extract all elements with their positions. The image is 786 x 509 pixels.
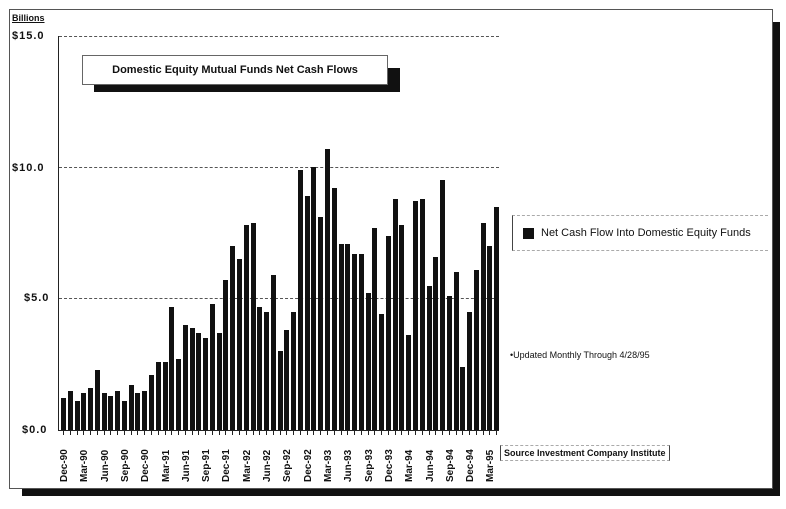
bar [81, 393, 86, 430]
bar [156, 362, 161, 430]
x-tick [489, 430, 490, 435]
bar [108, 396, 113, 430]
x-tick [171, 430, 172, 435]
y-axis-units: Billions [12, 13, 45, 23]
legend-label: Net Cash Flow Into Domestic Equity Funds [541, 227, 751, 239]
x-tick [90, 430, 91, 435]
bar [352, 254, 357, 430]
update-note: •Updated Monthly Through 4/28/95 [510, 350, 650, 360]
bar [311, 167, 316, 430]
bar [454, 272, 459, 430]
y-tick-5: $5.0 [24, 292, 50, 304]
bar [366, 293, 371, 430]
x-tick-label: Mar-94 [404, 449, 416, 482]
bar [298, 170, 303, 430]
x-tick [212, 430, 213, 435]
x-tick [307, 430, 308, 435]
bar [406, 335, 411, 430]
bar [230, 246, 235, 430]
bar [244, 225, 249, 430]
bar [169, 307, 174, 430]
x-tick [449, 430, 450, 435]
bar [447, 296, 452, 430]
bar [318, 217, 323, 430]
plot-area [58, 36, 499, 431]
bar [196, 333, 201, 430]
bar [284, 330, 289, 430]
bar [122, 401, 127, 430]
x-tick [313, 430, 314, 435]
x-tick [483, 430, 484, 435]
bar [345, 244, 350, 430]
x-tick [158, 430, 159, 435]
bar [129, 385, 134, 430]
bar [332, 188, 337, 430]
bar [257, 307, 262, 430]
bar [420, 199, 425, 430]
bar [393, 199, 398, 430]
bar [372, 228, 377, 430]
x-tick [368, 430, 369, 435]
bar [176, 359, 181, 430]
bar [264, 312, 269, 430]
x-tick [178, 430, 179, 435]
x-tick-label: Dec-92 [302, 449, 314, 482]
bar [217, 333, 222, 430]
x-tick [205, 430, 206, 435]
x-tick [435, 430, 436, 435]
legend-swatch-icon [523, 228, 534, 239]
bar [183, 325, 188, 430]
x-tick [198, 430, 199, 435]
bar [325, 149, 330, 430]
x-tick [476, 430, 477, 435]
bar [61, 398, 66, 430]
bar [399, 225, 404, 430]
gridline-15 [59, 36, 499, 37]
x-tick-label: Sep-92 [282, 449, 294, 482]
x-tick [442, 430, 443, 435]
x-tick [110, 430, 111, 435]
x-tick-label: Mar-95 [485, 449, 497, 482]
x-tick [347, 430, 348, 435]
bar [190, 328, 195, 430]
bar [271, 275, 276, 430]
x-tick [266, 430, 267, 435]
x-tick [239, 430, 240, 435]
x-tick [286, 430, 287, 435]
bar [460, 367, 465, 430]
bar [291, 312, 296, 430]
x-tick [354, 430, 355, 435]
bar [102, 393, 107, 430]
x-tick [124, 430, 125, 435]
bar [135, 393, 140, 430]
x-tick-label: Sep-91 [201, 449, 213, 482]
x-tick [415, 430, 416, 435]
y-tick-10: $10.0 [12, 162, 45, 174]
bar [359, 254, 364, 430]
x-tick [259, 430, 260, 435]
bar [251, 223, 256, 431]
x-tick [70, 430, 71, 435]
bar [474, 270, 479, 430]
x-tick [456, 430, 457, 435]
x-tick [232, 430, 233, 435]
bar [163, 362, 168, 430]
gridline-10 [59, 167, 499, 168]
x-tick [462, 430, 463, 435]
bar [386, 236, 391, 430]
bar [88, 388, 93, 430]
bar [278, 351, 283, 430]
x-tick [496, 430, 497, 435]
x-tick [300, 430, 301, 435]
source-note: Source Investment Company Institute [500, 445, 670, 461]
x-tick-label: Jun-94 [424, 449, 436, 482]
bar [75, 401, 80, 430]
bar [223, 280, 228, 430]
x-tick-label: Dec-90 [140, 449, 152, 482]
bar [203, 338, 208, 430]
y-tick-15: $15.0 [12, 30, 45, 42]
x-tick [341, 430, 342, 435]
x-tick-label: Dec-91 [221, 449, 233, 482]
x-tick [77, 430, 78, 435]
x-tick [293, 430, 294, 435]
x-tick [429, 430, 430, 435]
bar [467, 312, 472, 430]
x-tick-label: Mar-91 [160, 449, 172, 482]
bar [379, 314, 384, 430]
bar [210, 304, 215, 430]
x-tick-label: Mar-90 [79, 449, 91, 482]
x-tick [388, 430, 389, 435]
x-tick-label: Mar-93 [323, 449, 334, 482]
bar [413, 201, 418, 430]
x-tick-label: Jun-90 [99, 449, 111, 482]
x-tick [165, 430, 166, 435]
x-tick [144, 430, 145, 435]
x-tick [97, 430, 98, 435]
x-tick [225, 430, 226, 435]
x-tick [253, 430, 254, 435]
y-tick-0: $0.0 [22, 424, 48, 436]
x-tick [334, 430, 335, 435]
x-tick [117, 430, 118, 435]
x-tick [151, 430, 152, 435]
x-tick-label: Dec-93 [383, 449, 395, 482]
x-tick [137, 430, 138, 435]
x-tick-label: Sep-90 [119, 449, 131, 482]
x-tick [395, 430, 396, 435]
bar [440, 180, 445, 430]
x-tick-label: Jun-91 [180, 449, 192, 482]
x-tick-label: Sep-93 [363, 449, 375, 482]
bar [95, 370, 100, 430]
x-tick-label: Jun-93 [343, 449, 355, 482]
x-tick [83, 430, 84, 435]
x-tick [273, 430, 274, 435]
x-tick-label: Sep-94 [444, 449, 456, 482]
x-tick [246, 430, 247, 435]
bar [142, 391, 147, 430]
x-tick [104, 430, 105, 435]
x-tick [219, 430, 220, 435]
bar [481, 223, 486, 431]
x-tick [327, 430, 328, 435]
chart-title: Domestic Equity Mutual Funds Net Cash Flows [82, 55, 388, 85]
bar [494, 207, 499, 430]
x-tick [422, 430, 423, 435]
x-tick-label: Mar-92 [241, 449, 253, 482]
x-tick-label: Dec-94 [465, 449, 477, 482]
legend [512, 215, 768, 251]
bar [427, 286, 432, 430]
x-tick [381, 430, 382, 435]
bar [433, 257, 438, 430]
x-tick-label: Dec-90 [59, 449, 70, 482]
bar [68, 391, 73, 430]
x-tick-label: Jun-92 [262, 449, 274, 482]
x-tick [280, 430, 281, 435]
x-tick [192, 430, 193, 435]
x-tick [469, 430, 470, 435]
x-tick [185, 430, 186, 435]
bar [339, 244, 344, 430]
x-tick [374, 430, 375, 435]
bar [487, 246, 492, 430]
x-tick [131, 430, 132, 435]
bar [305, 196, 310, 430]
x-tick [401, 430, 402, 435]
x-tick [408, 430, 409, 435]
x-tick [320, 430, 321, 435]
bar [149, 375, 154, 430]
bar [115, 391, 120, 430]
x-tick [361, 430, 362, 435]
bar [237, 259, 242, 430]
x-tick [63, 430, 64, 435]
